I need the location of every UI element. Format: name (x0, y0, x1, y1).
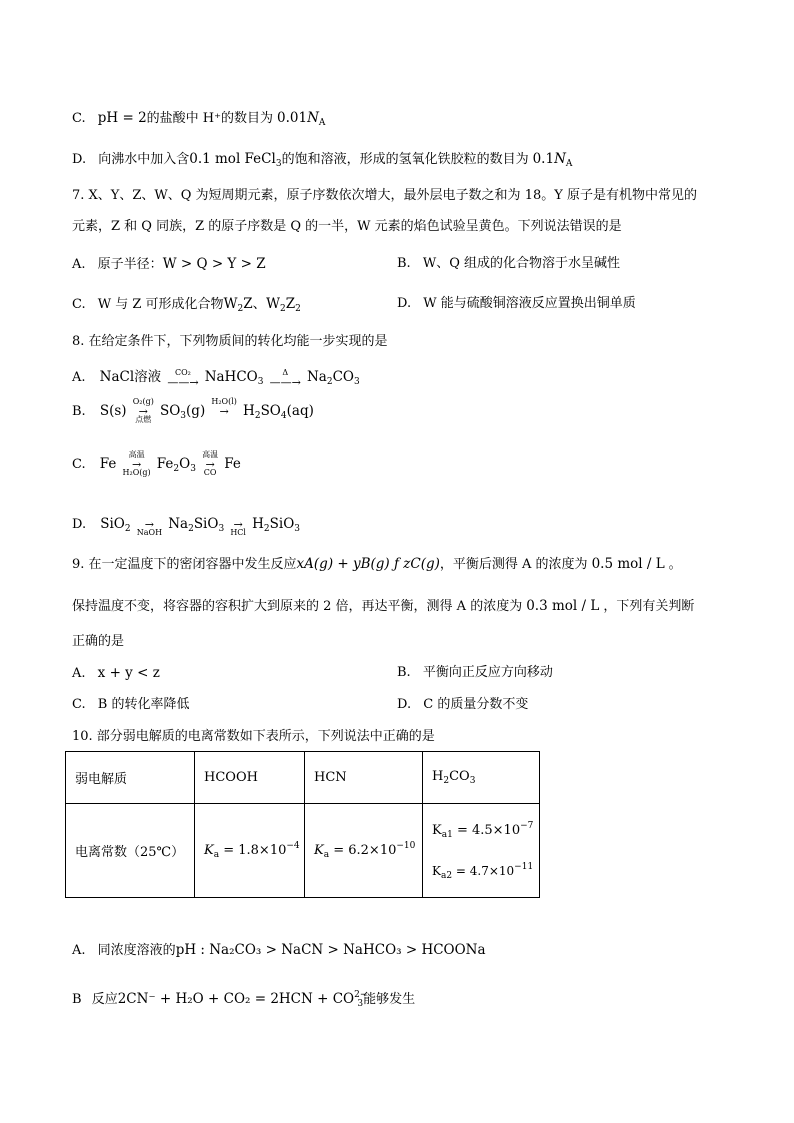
table-cell: 电离常数（25℃） (66, 804, 195, 898)
reaction-arrow: 高温 → CO (202, 450, 219, 477)
acid-name-part: CO (449, 769, 470, 784)
stem-text: 。 (668, 557, 682, 572)
ph-value: pH = 2 (97, 110, 147, 126)
option-text: 反应 (91, 992, 118, 1007)
arrow-condition: O₂(g) (132, 397, 154, 406)
product-part: SO (260, 403, 281, 419)
reactant: Fe (99, 456, 117, 472)
table-cell: $K_{a1} = 4.5\times 10^{-7}$ $K_{a2} = 4.7\times 10^{-11}$ (423, 804, 540, 898)
product: Na (168, 516, 189, 532)
option-math: W > Q > Y > Z (162, 256, 266, 272)
option-text: 同浓度溶液的 (97, 943, 176, 958)
option-text: W 能与硫酸铜溶液反应置换出铜单质 (423, 296, 636, 311)
q8-option-c: C. Fe 高温 → H₂O(g) $Fe_2O_3$ 高温 → CO Fe (72, 450, 241, 477)
k-exponent: −10 (396, 841, 416, 851)
q9-option-b (397, 663, 553, 683)
option-text: 的盐酸中 H⁺的数目为 (146, 111, 274, 126)
k-value: = 1.8×10 (223, 843, 287, 858)
product: Fe (156, 456, 174, 472)
table-cell: $H_2CO_3$ (423, 752, 540, 804)
arrow-condition: CO₂ (174, 367, 191, 377)
reaction-equation: xA(g) + yB(g) ƒ zC(g) (296, 556, 440, 572)
product-part: SiO (269, 516, 295, 532)
option-math: pH : Na₂CO₃ > NaCN > NaHCO₃ > HCOONa (175, 942, 486, 958)
option-text: 原子半径： (97, 257, 163, 272)
q8-option-b: B. S(s) O₂(g) → 点燃 $SO_3(g)$ H₂O(l) → $H_2SO_4(aq)$ (72, 397, 314, 424)
option-text: 能够发生 (363, 992, 416, 1007)
formula-part: W (223, 296, 238, 312)
arrow-condition: 高温 (128, 450, 145, 459)
q8-option-a: A. NaCl溶液 CO₂ ——→ NaHCO$_3$ Δ ——→ $Na_2CO_3$ (72, 367, 360, 389)
reaction-arrow: Δ ——→ (269, 367, 301, 389)
product: Na (306, 369, 327, 385)
option-label: D. (397, 697, 412, 712)
reaction-arrow: → HCl (230, 518, 246, 537)
table-cell: 弱电解质 (66, 752, 195, 804)
option-label: D. (72, 517, 87, 532)
acid-name: H (432, 769, 444, 784)
option-text: W 与 Z 可形成化合物 (97, 297, 224, 312)
q9-stem-line1 (72, 554, 682, 575)
q7-option-b (397, 254, 620, 274)
table-cell: $K_a = 6.2\times 10^{-10}$ (305, 804, 423, 898)
arrow-condition: NaOH (136, 528, 163, 537)
concentration: 0.3 mol / L (526, 598, 600, 614)
product: NaHCO (204, 369, 258, 385)
state: (aq) (286, 403, 314, 419)
option-label: D. (397, 296, 412, 311)
q9-stem-line3: 正确的是 (72, 634, 125, 649)
q6-option-c: C. pH = 2的盐酸中 H⁺的数目为 $0.01N_A$ (72, 110, 326, 128)
reaction-arrow: CO₂ ——→ (167, 367, 199, 389)
reactant: SiO (100, 516, 125, 532)
stem-text: 保持温度不变，将容器的容积扩大到原来的 2 倍，再达平衡，测得 A 的浓度为 (72, 599, 523, 614)
table-cell (305, 752, 423, 804)
concentration: 0.5 mol / L (591, 556, 665, 572)
option-text: W、Q 组成的化合物溶于水呈碱性 (422, 256, 620, 271)
arrow-condition: 高温 (202, 450, 219, 459)
arrow-condition: 点燃 (135, 415, 152, 424)
option-text-1: 向沸水中加入含 (98, 152, 190, 167)
arrow-condition: HCl (230, 528, 246, 537)
q8-stem: 8. 在给定条件下，下列物质间的转化均能一步实现的是 (72, 334, 388, 349)
option-label: B. (397, 665, 411, 680)
option-text: C 的质量分数不变 (423, 697, 529, 712)
reaction-arrow: H₂O(l) → (211, 397, 237, 418)
option-label: A. (72, 370, 86, 385)
k-exponent: −7 (520, 820, 534, 831)
reaction-arrow: → NaOH (136, 518, 163, 537)
arrow-condition: H₂O(g) (122, 468, 151, 477)
option-label: A. (72, 666, 86, 681)
option-label: C. (72, 297, 86, 312)
q6-option-d: D. 向沸水中加入含0.1 mol FeCl$_3$的饱和溶液，形成的氢氧化铁胶粒的数目为 $0.1N_A$ (72, 151, 573, 169)
q9-option-d (397, 695, 528, 715)
option-label: B. (397, 256, 411, 271)
q7-option-c: C. W 与 Z 可形成化合物$W_2Z$、$W_2Z_2$ (72, 296, 301, 314)
reaction-arrow: O₂(g) → 点燃 (132, 397, 154, 424)
table-cell: $K_a = 1.8\times 10^{-4}$ (195, 804, 305, 898)
option-label: B. (72, 404, 86, 419)
q10-stem: 10. 部分弱电解质的电离常数如下表所示，下列说法中正确的是 (72, 729, 435, 744)
count-value: 0.01 (277, 110, 308, 126)
option-label: C. (72, 111, 86, 126)
option-text: 平衡向正反应方向移动 (422, 665, 553, 680)
q7-option-d (397, 294, 636, 314)
option-label: D. (72, 152, 87, 167)
amount: 0.1 mol FeCl (189, 151, 276, 167)
product: H (252, 516, 264, 532)
k-value: = 6.2×10 (333, 843, 397, 858)
formula-part: Z、W (243, 296, 280, 312)
k-value: = 4.5×10 (456, 822, 521, 838)
option-label: C. (72, 697, 86, 712)
stem-text: 9. 在一定温度下的密闭容器中发生反应 (72, 557, 297, 572)
arrow-condition: Δ (282, 367, 289, 377)
product: H (243, 403, 255, 419)
q9-stem-line2 (72, 596, 694, 617)
q9-option-c (72, 695, 189, 715)
option-text: B 的转化率降低 (97, 697, 190, 712)
state: (g) (186, 403, 206, 419)
reaction-equation: 2CN⁻ + H₂O + CO₂ = 2HCN + CO (117, 991, 355, 1007)
q8-option-d: D. SiO$_2$ → NaOH $Na_2SiO_3$ → HCl $H_2SiO_3$ (72, 511, 300, 539)
reactant: S(s) (99, 403, 127, 419)
k-value: = 4.7×10 (455, 863, 515, 878)
option-label: A. (72, 943, 86, 958)
product: SO (159, 403, 181, 419)
k-exponent: −11 (514, 861, 534, 872)
stem-text: ，下列有关判断 (603, 599, 695, 614)
q10-option-a (72, 940, 486, 961)
ionization-constant-table (65, 751, 540, 898)
table-header-row (66, 752, 540, 804)
q10-option-b: B 反应$2CN^- + H_2O + CO_2 = 2HCN + CO^{2-}_3$能够发生 (72, 990, 416, 1009)
q7-stem-line2: 元素，Z 和 Q 同族，Z 的原子序数是 Q 的一半，W 元素的焰色试验呈黄色。下列说法错误的是 (72, 219, 622, 234)
option-label: B (72, 992, 82, 1007)
reaction-arrow: 高温 → H₂O(g) (122, 450, 151, 477)
reactant: NaCl溶液 (99, 369, 162, 385)
stem-text: ，平衡后测得 A 的浓度为 (439, 557, 588, 572)
arrow-condition: H₂O(l) (211, 397, 237, 406)
formula-part: Z (285, 296, 296, 312)
table-cell: HCOOH (195, 752, 305, 804)
table-row (66, 804, 540, 898)
q7-stem-line1: 7. X、Y、Z、W、Q 为短周期元素，原子序数依次增大，最外层电子数之和为 18。Y 原子是有机物中常见的 (72, 188, 697, 203)
option-text-2: 的饱和溶液，形成的氢氧化铁胶粒的数目为 (281, 152, 529, 167)
acid-name: HCN (314, 770, 347, 785)
option-label: C. (72, 457, 86, 472)
count-value: 0.1 (532, 151, 555, 167)
option-label: A. (72, 257, 86, 272)
product: Fe (224, 456, 241, 472)
arrow-condition: CO (203, 468, 217, 477)
q7-option-a (72, 254, 266, 275)
product-part: O (179, 456, 191, 472)
q9-option-a (72, 663, 160, 684)
option-text: x + y < z (97, 665, 160, 681)
k-exponent: −4 (286, 841, 300, 851)
product-part: CO (332, 369, 354, 385)
product-part: SiO (193, 516, 219, 532)
